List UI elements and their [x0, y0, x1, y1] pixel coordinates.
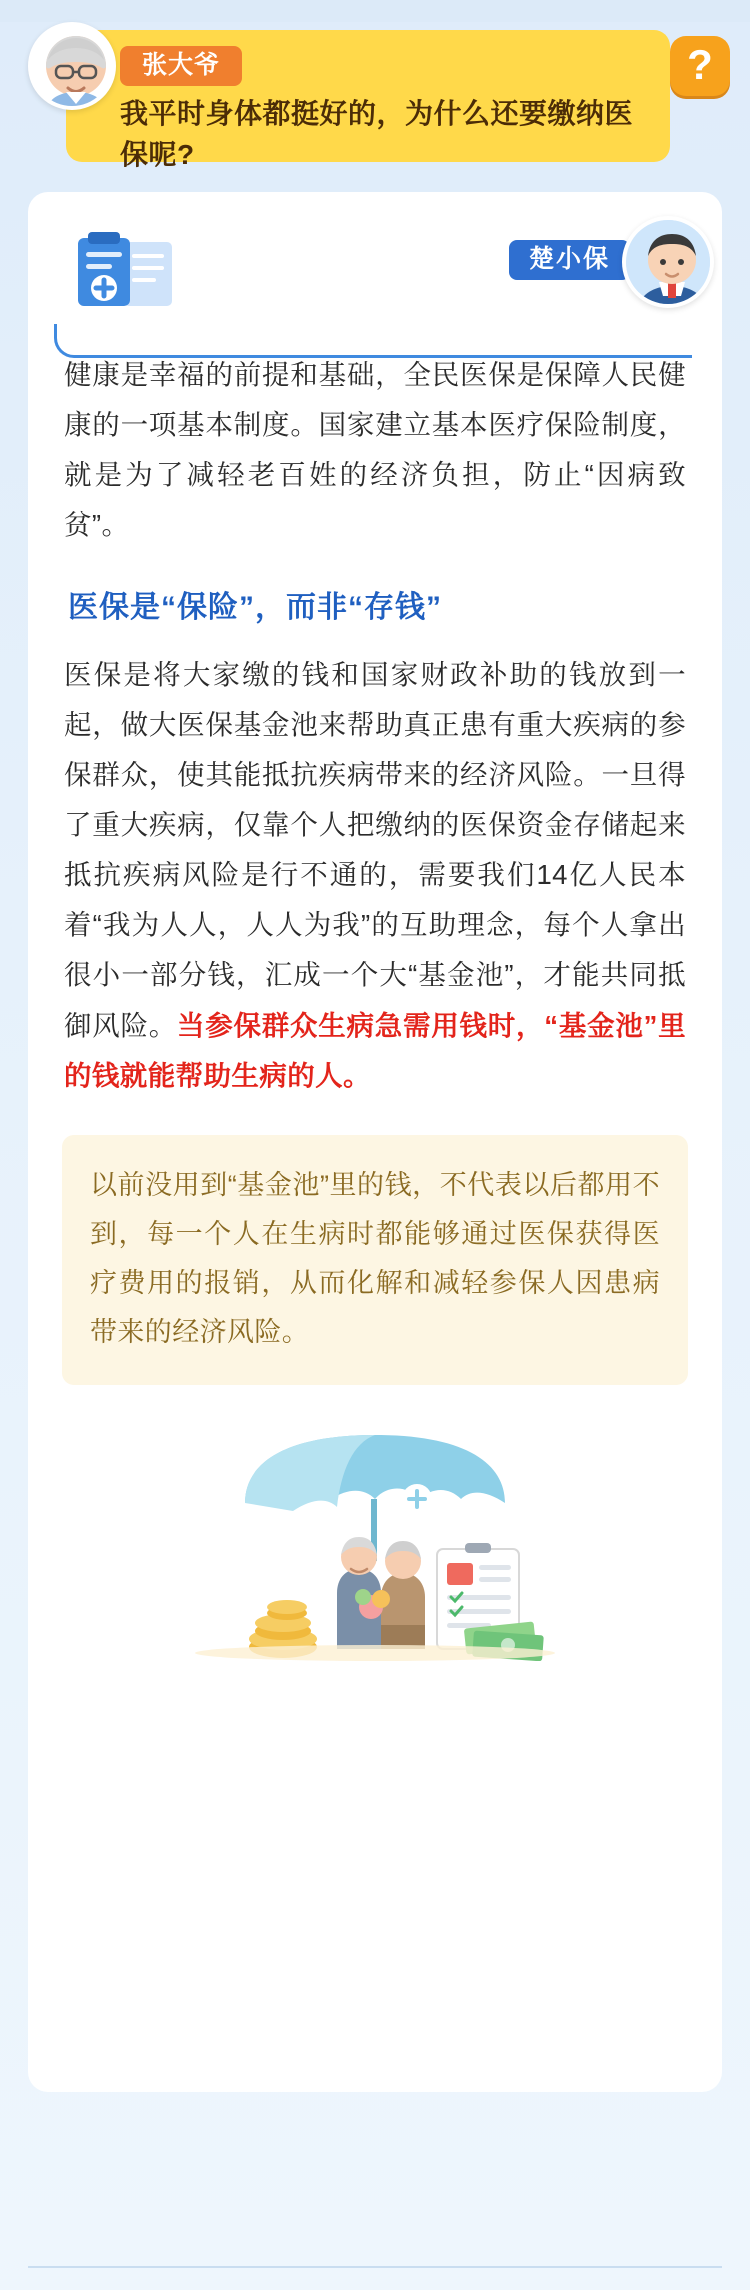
question-block — [28, 22, 722, 192]
umbrella-elderly-couple-coins-illustration — [165, 1411, 585, 1661]
answer-paragraph-2-plain: 医保是将大家缴的钱和国家财政补助的钱放到一起，做大医保基金池来帮助真正患有重大疾病的参保群众，使其能抵抗疾病带来的经济风险。一旦得了重大疾病，仅靠个人把缴纳的医保资金存储起来抵抗疾病风险是行不通的，需要我们14亿人民本着“我为人人，人人为我”的互助理念，每个人拿出很小一部分钱，汇成一个大“基金池”，才能共同抵御风险。 — [64, 659, 686, 1041]
answer-note-box — [62, 1135, 688, 1386]
answer-card — [28, 192, 722, 2092]
young-man-avatar — [622, 216, 714, 308]
young-man-avatar-icon — [626, 220, 714, 308]
answer-speaker-badge: 楚小保 — [509, 240, 630, 280]
page-root — [0, 22, 750, 2290]
answer-connector-line — [54, 324, 692, 358]
question-text: 我平时身体都挺好的，为什么还要缴纳医保呢? — [120, 98, 634, 170]
answer-header — [28, 212, 722, 332]
answer-paragraph-2-highlight: 当参保群众生病急需用钱时，“基金池”里的钱就能帮助生病的人。 — [64, 1009, 686, 1091]
question-speaker-badge: 张大爷 — [120, 46, 242, 86]
answer-note-text: 以前没用到“基金池”里的钱，不代表以后都用不到，每一个人在生病时都能够通过医保获得医疗费用的报销，从而化解和减轻参保人因患病带来的经济风险。 — [90, 1169, 660, 1347]
elderly-man-avatar — [28, 22, 116, 110]
question-mark-icon[interactable]: ? — [670, 36, 730, 96]
answer-paragraph-2-text — [64, 650, 686, 1100]
answer-subheading-text: 医保是“保险”，而非“存钱” — [68, 591, 442, 625]
answer-subheading — [64, 580, 446, 628]
answer-paragraph-2 — [28, 632, 722, 1100]
subheading-wrap — [28, 550, 722, 632]
answer-paragraph-1-text: 健康是幸福的前提和基础，全民医保是保障人民健康的一项基本制度。国家建立基本医疗保险制度，就是为了减轻老百姓的经济负担，防止“因病致贫”。 — [64, 359, 686, 541]
answer-paragraph-1 — [28, 332, 722, 550]
medical-documents-icon — [68, 228, 198, 318]
